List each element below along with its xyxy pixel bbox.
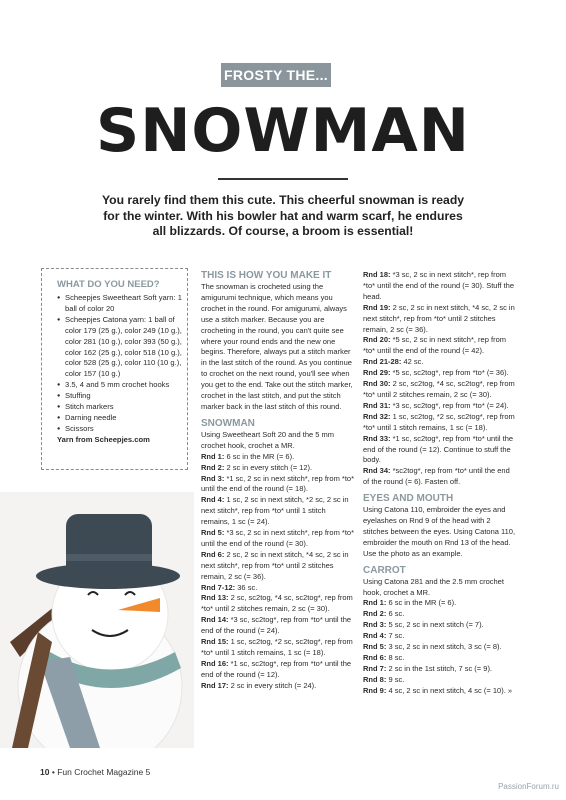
- how-heading: THIS IS HOW YOU MAKE IT: [201, 270, 332, 281]
- round-label: Rnd 6:: [201, 549, 225, 559]
- round-line: [363, 664, 518, 675]
- snowman-photo: [0, 492, 194, 748]
- round-label: Rnd 8:: [363, 674, 387, 684]
- round-label: Rnd 13:: [201, 593, 229, 603]
- round-label: Rnd 5:: [363, 642, 387, 652]
- round-label: Rnd 7:: [363, 663, 387, 673]
- round-line: [363, 466, 518, 488]
- round-line: [363, 598, 518, 609]
- round-line: [201, 474, 354, 496]
- round-label: Rnd 29:: [363, 368, 391, 378]
- materials-item: ● Scheepjes Catona yarn: 1 ball of color 179 (25 g.), color 249 (10 g.), color 281 (10 g.), color 393 (50 g.), color 162 (25 g.), color 518 (10 g.), color 528 (25 g.), color 110 (10 g.), color 157 (10 g.): [57, 315, 187, 380]
- round-label: Rnd 19:: [363, 302, 391, 312]
- round-line: [363, 412, 518, 434]
- round-text: 4 sc, 2 sc in next stitch, 4 sc (= 10). »: [388, 685, 513, 695]
- round-label: Rnd 7-12:: [201, 582, 236, 592]
- round-line: [201, 593, 354, 615]
- round-line: [363, 368, 518, 379]
- round-text: *5 sc, 2 sc in next stitch*, rep from *to* until the end of the round (= 42).: [363, 335, 506, 356]
- round-text: 2 sc, 2 sc in next stitch, *4 sc, 2 sc in next stitch*, rep from *to* until 2 stitches remain, 2 sc (= 36).: [201, 549, 349, 581]
- round-text: 42 sc.: [403, 357, 424, 367]
- round-line: [201, 550, 354, 583]
- materials-item: ● 3.5, 4 and 5 mm crochet hooks: [57, 380, 187, 391]
- materials-item: ● Scheepjes Sweetheart Soft yarn: 1 ball of color 20: [57, 293, 187, 315]
- round-text: *sc2tog*, rep from *to* until the end of the round (= 6). Fasten off.: [363, 466, 510, 487]
- title-divider: [218, 178, 348, 180]
- round-label: Rnd 2:: [363, 609, 387, 619]
- round-line: [363, 434, 518, 467]
- round-label: Rnd 18:: [363, 270, 391, 279]
- materials-box: [41, 268, 188, 470]
- round-text: 6 sc.: [388, 609, 405, 619]
- round-text: 6 sc in the MR (= 6).: [388, 598, 457, 608]
- round-label: Rnd 4:: [201, 495, 225, 505]
- round-text: 2 sc in every stitch (= 12).: [226, 462, 313, 472]
- round-text: *3 sc, 2 sc in next stitch*, rep from *to* until the end of the round (= 30). Stuff the head.: [363, 270, 515, 301]
- round-label: Rnd 1:: [363, 598, 387, 608]
- snowman-heading: SNOWMAN: [201, 417, 255, 429]
- round-line: [201, 583, 354, 594]
- round-text: *1 sc, sc2tog*, rep from *to* until the end of the round (= 12).: [201, 658, 352, 679]
- round-line: [363, 631, 518, 642]
- intro-text: You rarely find them this cute. This cheerful snowman is ready for the winter. With his bowler hat and warm scarf, he endures all blizzards. Of course, a broom is essential!: [101, 193, 465, 238]
- round-text: 9 sc.: [388, 674, 405, 684]
- round-line: [363, 620, 518, 631]
- kicker-label: FROSTY THE...: [221, 63, 331, 87]
- round-line: [363, 653, 518, 664]
- round-label: Rnd 15:: [201, 637, 229, 647]
- how-text: The snowman is crocheted using the amigurumi technique, which means you crochet in the round. For amigurumi, always use a stitch marker. Because you are crocheting in the round, you can't quite see where your round ends and the new one begins. Therefore, always put a stitch marker in the last stitch of the round. As you continue to crochet on the next round, you'll see when you get to the end. Take out the stitch marker, crochet in the last stitch, and put the stitch marker back in the last stitch of this round.: [201, 282, 353, 411]
- round-label: Rnd 4:: [363, 631, 387, 641]
- round-label: Rnd 3:: [363, 620, 387, 630]
- round-text: *5 sc, sc2tog*, rep from *to* (= 36).: [392, 368, 509, 378]
- round-label: Rnd 31:: [363, 400, 391, 410]
- round-label: Rnd 5:: [201, 528, 225, 538]
- round-text: *1 sc, sc2tog*, rep from *to* until the end of the round (= 12). Continue to stuff the body.: [363, 433, 514, 465]
- round-label: Rnd 33:: [363, 433, 391, 443]
- round-line: [201, 659, 354, 681]
- round-line: [363, 270, 518, 303]
- round-text: 2 sc, sc2tog, *4 sc, sc2tog*, rep from *to* until 2 stitches remain, 2 sc (= 30).: [201, 593, 353, 614]
- round-text: 36 sc.: [237, 582, 258, 592]
- round-text: 1 sc, sc2tog, *2 sc, sc2tog*, rep from *to* until 1 stitch remains, 1 sc (= 18).: [201, 637, 353, 657]
- round-line: [363, 609, 518, 620]
- magazine-name: Fun Crochet Magazine 5: [57, 767, 151, 777]
- round-label: Rnd 34:: [363, 466, 391, 476]
- page-title: SNOWMAN: [96, 96, 470, 166]
- round-text: 1 sc, 2 sc in next stitch, *2 sc, 2 sc in next stitch*, rep from *to* until 1 stitch remains, 1 sc (= 24).: [201, 495, 349, 527]
- round-line: [201, 637, 354, 659]
- round-line: [363, 303, 518, 336]
- round-label: Rnd 32:: [363, 411, 391, 421]
- watermark: PassionForum.ru: [498, 782, 559, 791]
- carrot-heading: CARROT: [363, 564, 406, 576]
- round-label: Rnd 3:: [201, 473, 225, 483]
- round-line: [201, 681, 354, 692]
- round-label: Rnd 20:: [363, 335, 391, 345]
- round-text: 1 sc, sc2tog, *2 sc, sc2tog*, rep from *to* until 1 stitch remains, 1 sc (= 18).: [363, 411, 515, 432]
- eyes-heading: EYES AND MOUTH: [363, 493, 454, 505]
- eyes-text: Using Catona 110, embroider the eyes and eyelashes on Rnd 9 of the head with 2 stitches between the eyes. Using Catona 110, embroider the mouth on Rnd 13 of the head. Use the photo as an example.: [363, 505, 516, 558]
- round-text: 3 sc, 2 sc in next stitch, 3 sc (= 8).: [388, 642, 502, 652]
- round-label: Rnd 1:: [201, 451, 225, 461]
- page-number: 10: [40, 767, 50, 777]
- round-text: *3 sc, sc2tog*, rep from *to* until the end of the round (= 24).: [201, 615, 352, 636]
- materials-item: ● Stitch markers: [57, 402, 187, 413]
- materials-item: ● Darning needle: [57, 413, 187, 424]
- round-text: 5 sc, 2 sc in next stitch (= 7).: [388, 620, 484, 630]
- round-line: [363, 642, 518, 653]
- round-label: Rnd 14:: [201, 615, 229, 625]
- round-line: [201, 615, 354, 637]
- round-line: [363, 379, 518, 401]
- round-line: [363, 401, 518, 412]
- round-label: Rnd 30:: [363, 379, 391, 389]
- materials-heading: WHAT DO YOU NEED?: [57, 279, 160, 290]
- round-text: 2 sc, 2 sc in next stitch, *4 sc, 2 sc in next stitch*, rep from *to* until 2 stitches remain, 2 sc (= 36).: [363, 302, 515, 334]
- round-line: [363, 335, 518, 357]
- carrot-intro: Using Catona 281 and the 2.5 mm crochet hook, crochet a MR.: [363, 576, 504, 597]
- yarn-source: Yarn from Scheepjes.com: [57, 434, 150, 444]
- round-text: 2 sc in the 1st stitch, 7 sc (= 9).: [388, 663, 493, 673]
- round-text: 7 sc.: [388, 631, 405, 641]
- round-label: Rnd 6:: [363, 653, 387, 662]
- column-left: [201, 270, 354, 692]
- round-label: Rnd 2:: [201, 462, 225, 472]
- round-text: 2 sc, sc2tog, *4 sc, sc2tog*, rep from *to* until 2 stitches remain, 2 sc (= 30).: [363, 379, 515, 399]
- round-text: 2 sc in every stitch (= 24).: [230, 680, 317, 690]
- round-line: [201, 463, 354, 474]
- round-label: Rnd 16:: [201, 658, 229, 668]
- round-text: *1 sc, 2 sc in next stitch*, rep from *to* until the end of the round (= 18).: [201, 473, 354, 494]
- round-line: [201, 495, 354, 528]
- round-line: [363, 357, 518, 368]
- column-right: [363, 270, 518, 697]
- round-line: [201, 452, 354, 463]
- round-label: Rnd 17:: [201, 680, 229, 690]
- round-text: 6 sc in the MR (= 6).: [226, 451, 295, 461]
- round-text: 8 sc.: [388, 653, 405, 662]
- materials-item: ● Stuffing: [57, 391, 187, 402]
- materials-item: ● Scissors: [57, 424, 187, 435]
- footer-bullet: •: [51, 767, 55, 777]
- round-label: Rnd 21-28:: [363, 357, 402, 367]
- round-line: [201, 528, 354, 550]
- snowman-intro: Using Sweetheart Soft 20 and the 5 mm crochet hook, crochet a MR.: [201, 429, 334, 450]
- round-text: *3 sc, sc2tog*, rep from *to* (= 24).: [392, 400, 509, 410]
- round-line: [363, 686, 518, 697]
- materials-list: [57, 293, 187, 435]
- page-footer: [40, 767, 150, 777]
- round-text: *3 sc, 2 sc in next stitch*, rep from *to* until the end of the round (= 30).: [201, 528, 354, 548]
- round-line: [363, 675, 518, 686]
- round-label: Rnd 9:: [363, 685, 387, 695]
